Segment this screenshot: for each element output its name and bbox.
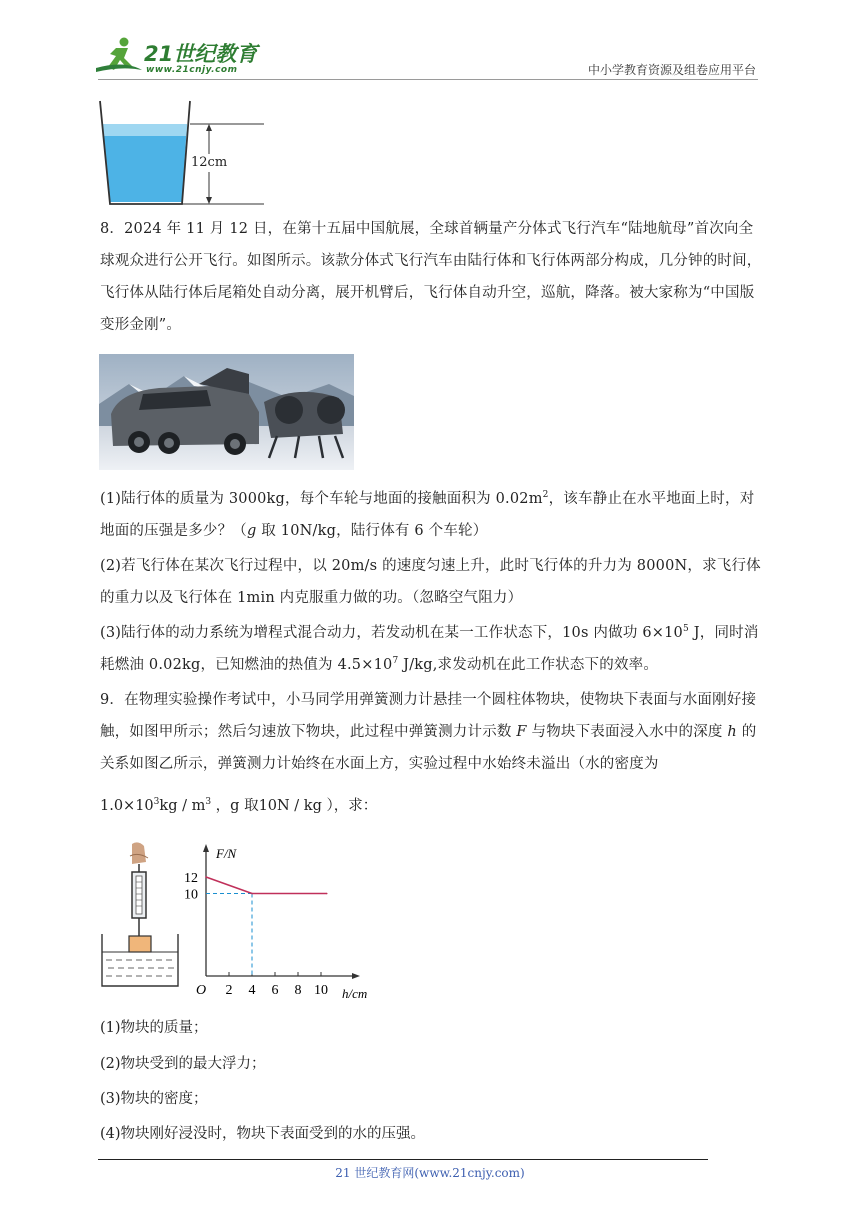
q9-density-line [100, 796, 377, 816]
q8-part1-g: g [247, 523, 257, 539]
x-axis-arrow [352, 973, 360, 979]
y-axis-arrow [203, 844, 209, 852]
origin-label: O [196, 983, 207, 998]
chart-svg [180, 838, 380, 1003]
x-tick-label: 4 [248, 983, 256, 998]
footer-divider [98, 1159, 708, 1160]
q8-part3-sup1: 5 [682, 624, 689, 634]
q8-part1 [100, 483, 765, 547]
x-tick-label: 8 [294, 983, 302, 998]
footer-source: 21 世纪教育网(www.21cnjy.com) [335, 1166, 525, 1180]
x-tick-label: 10 [314, 983, 328, 998]
q8-part3-sup2: 7 [392, 656, 399, 666]
q9-stem-h: h [727, 724, 737, 740]
flying-car-photo [99, 354, 354, 470]
logo-url: www.21cnjy.com [146, 65, 238, 75]
site-logo [94, 34, 264, 78]
q9-stem-a: 9．在物理实验操作考试中，小马同学用弹簧测力计悬挂一个圆柱体物块，使物块下表面与水面刚好接触，如图甲所示；然后匀速放下物块，此过程中弹簧测力计示数 [100, 692, 757, 740]
y-axis-label: F/N [216, 846, 237, 861]
spring-scale-figure [98, 840, 182, 990]
q8-part3-a: (3)陆行体的动力系统为增程式混合动力，若发动机在某一工作状态下，10s 内做功 6×10 [100, 625, 683, 641]
q9-density-a: 1.0×10 [100, 798, 154, 814]
height-label: 12cm [191, 155, 228, 170]
q9-part3: (3)物块的密度； [100, 1091, 208, 1107]
q9-stem [100, 684, 765, 780]
q9-density-c: ，g 取10N / kg ），求： [211, 798, 378, 814]
y-tick-label: 10 [184, 887, 198, 903]
q8-part1-sup: 2 [542, 490, 549, 500]
q9-stem-F: F [516, 724, 527, 740]
q9-part4: (4)物块刚好浸没时，物块下表面受到的水的压强。 [100, 1126, 426, 1142]
force-depth-chart [180, 838, 380, 1003]
q9-density-sup: 3 [153, 797, 160, 807]
beaker-figure [96, 96, 271, 208]
x-tick-label: 2 [225, 983, 233, 998]
q9-stem-c: 的关系如图乙所示，弹簧测力计始终在水面上方，实验过程中水始终未溢出（水的密度为 [100, 724, 757, 772]
y-tick-label: 12 [184, 871, 198, 886]
platform-name: 中小学教育资源及组卷应用平台 [587, 63, 756, 77]
q8-part1-b: ，该车静止在水平地面上时，对地面的压强是多少？（ [100, 491, 755, 539]
q8-part1-c: 取 10N/kg，陆行体有 6 个车轮） [256, 523, 488, 539]
q8-stem: 8．2024 年 11 月 12 日，在第十五届中国航展，全球首辆量产分体式飞行汽车“陆地航母”首次向全球观众进行公开飞行。如图所示。该款分体式飞行汽车由陆行体和飞行体两部分构成，几分钟的时间，飞行体从陆行体后尾箱处自动分离，展开机臂后，飞行体自动升空，巡航，降落。被大家称为“中国版变形金刚”。 [100, 221, 762, 333]
q8-part3-c: J/kg,求发动机在此工作状态下的效率。 [398, 657, 659, 673]
series-line [206, 877, 327, 894]
q8-part3-b: J，同时消耗燃油 0.02kg，已知燃油的热值为 4.5×10 [100, 625, 759, 673]
q9-part2: (2)物块受到的最大浮力； [100, 1056, 266, 1072]
x-axis-label: h/cm [342, 986, 368, 1001]
q8-part3 [100, 617, 765, 681]
q9-stem-b: 与物块下表面浸入水中的深度 [526, 724, 728, 740]
x-tick-label: 6 [271, 983, 279, 998]
q9-density-sup2: 3 [205, 797, 212, 807]
q8-part2: (2)若飞行体在某次飞行过程中，以 20m/s 的速度匀速上升，此时飞行体的升力为 8000N，求飞行体的重力以及飞行体在 1min 内克服重力做的功。（忽略空气阻力） [100, 558, 761, 606]
q8-part1-a: (1)陆行体的质量为 3000kg，每个车轮与地面的接触面积为 0.02m [100, 491, 543, 507]
data-point [326, 893, 328, 895]
q9-part1: (1)物块的质量； [100, 1020, 208, 1036]
data-point [205, 876, 207, 878]
q9-density-b: kg / m [159, 798, 206, 814]
data-point [251, 893, 253, 895]
header-divider [98, 79, 758, 80]
logo-title: 21世纪教育 [144, 42, 258, 66]
